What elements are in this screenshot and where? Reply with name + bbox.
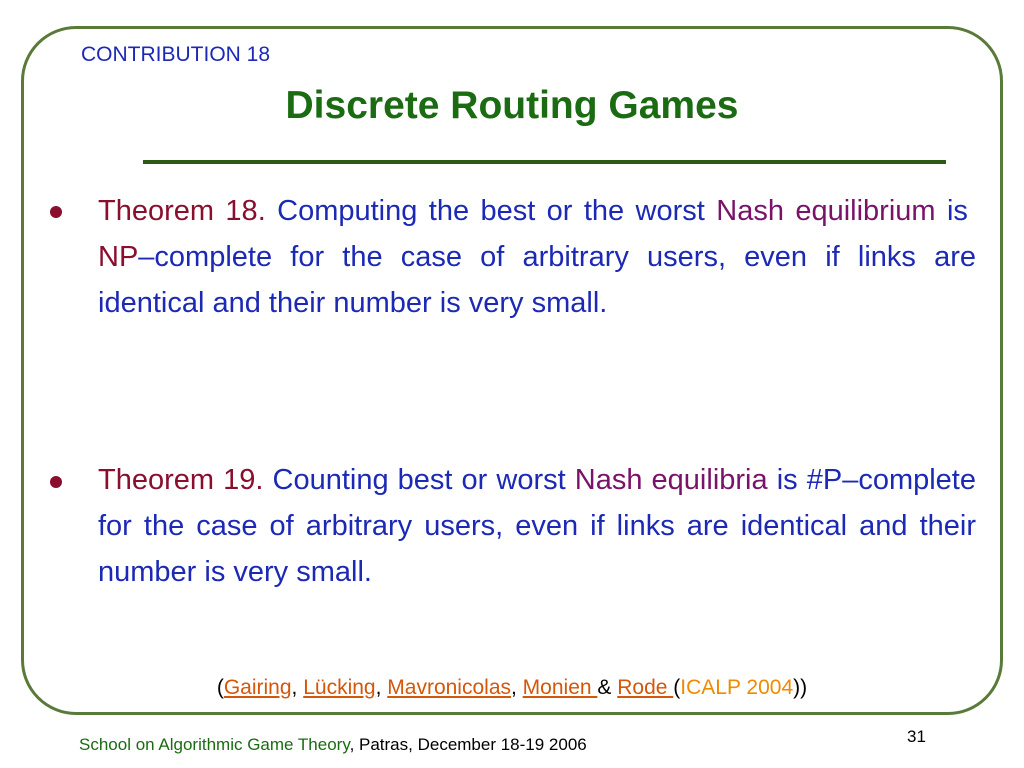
citation-open-paren: ( <box>216 676 224 699</box>
theorem-18-text-a: Computing the best or the worst <box>277 195 705 227</box>
citation-venue-open: ( <box>673 676 681 699</box>
footer-details: , Patras, December 18-19 2006 <box>349 735 587 754</box>
slide-title: Discrete Routing Games <box>285 84 739 127</box>
citation-separator: , <box>511 676 523 699</box>
citation-separator: , <box>375 676 388 699</box>
theorem-19-paragraph <box>98 457 976 595</box>
citation <box>0 676 1024 700</box>
theorem-18-paragraph <box>98 188 976 326</box>
author-link-gairing[interactable]: Gairing <box>223 676 292 699</box>
author-link-monien[interactable]: Monien <box>522 676 598 699</box>
theorem-19-text-b: is #P–complete for the case of arbitrary users, even if links are identical and their number is very small. <box>98 464 976 588</box>
theorem-18-text-c: –complete for the case of arbitrary users, even if links are identical and their number is very small. <box>98 241 976 319</box>
bullet-icon <box>50 206 62 218</box>
theorem-18-text-b: is <box>946 195 968 227</box>
citation-ampersand: & <box>597 676 618 699</box>
author-link-lucking[interactable]: Lücking <box>303 676 376 699</box>
citation-close-paren: )) <box>793 676 808 699</box>
theorem-19-label: Theorem 19. <box>98 464 264 496</box>
theorem-19-term-a: Nash equilibria <box>574 464 768 496</box>
contribution-label: CONTRIBUTION 18 <box>81 43 271 66</box>
slide-frame <box>21 26 1003 715</box>
bullet-icon <box>50 476 62 488</box>
theorem-18-term-a: Nash equilibrium <box>716 195 936 227</box>
author-link-rode[interactable]: Rode <box>617 676 674 699</box>
citation-venue: ICALP 2004 <box>680 676 794 699</box>
title-divider <box>143 160 946 164</box>
author-link-mavronicolas[interactable]: Mavronicolas <box>387 676 511 699</box>
footer <box>79 735 587 755</box>
page-number: 31 <box>907 727 926 746</box>
footer-school: School on Algorithmic Game Theory <box>79 735 350 754</box>
theorem-18-label: Theorem 18. <box>98 195 266 227</box>
citation-separator: , <box>291 676 304 699</box>
theorem-19-text-a: Counting best or worst <box>272 464 566 496</box>
theorem-18-term-b: NP <box>98 241 139 273</box>
